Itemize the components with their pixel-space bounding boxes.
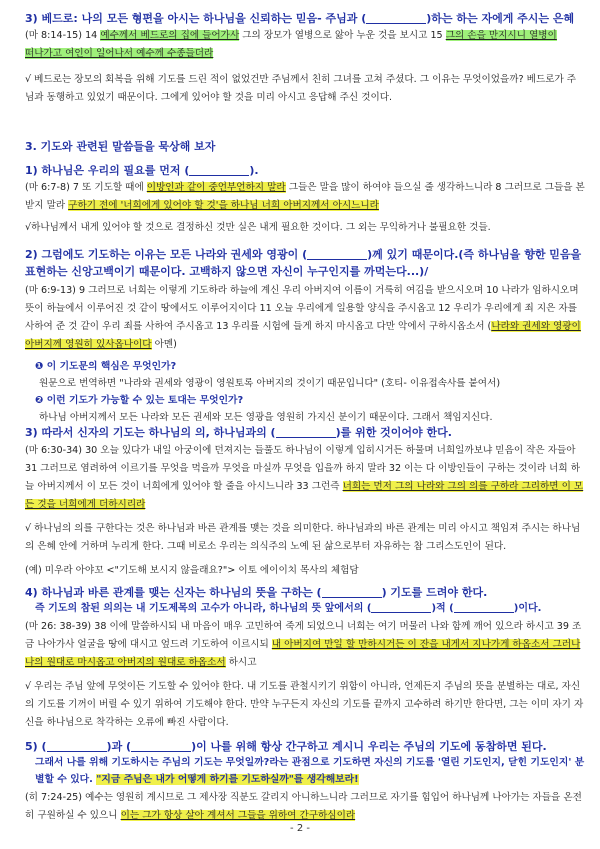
peter-title: 3) 베드로: 나의 모든 형편을 아시는 하나님을 신뢰하는 믿음- 주님과 (	[25, 12, 367, 25]
point-5-verse: (히 7:24-25) 예수는 영원히 계시므로 그 제사장 직분도 갈리지 아니하느니라 그러므로 자기를 힘입어 하나님께 나아가는 자들을 온전히 구원하실 수 있으니 이는 그가 항상 살아 계셔서 그들을 위하여 간구하심이라	[25, 792, 582, 821]
peter-commentary: √ 베드로는 장모의 회복을 위해 기도를 드린 적이 없었건만 주님께서 친히 그녀를 고쳐 주셨다. 그 이유는 무엇이었을까? 베드로가 주님과 동행하고 있었기 때문이다. 그에게 있어야 할 것을 미리 아시고 응답해 주신 것이다.	[25, 74, 577, 103]
peter-blank	[366, 12, 426, 24]
point-2: 2) 그럼에도 기도하는 이유는 모든 나라와 권세와 영광이 ( )께 있기 때문이다.(즉 하나님을 향한 믿음을 표현하는 신앙고백이기 때문이다. 고백하지 않으면 자신이 누구인지를 까먹는다...)/ (마 6:9-13) 9 그러므로 너희는 이렇게 기도하라 하늘에 계신 우리 아버지여 이름이 거룩히 여김을 받으시오며 10 나라가 임하시오며 뜻이 하늘에서 이루어진 것 같이 땅에서도 이루어지이다 11 오늘 우리에게 일용할 양식을 주시옵고 12 우리가 우리에게 죄 지은 자를 사하여 준 것 같이 우리 죄를 사하여 주시옵고 13 우리를 시험에 들게 하지 마시옵고 다만 악에서 구하시옵소서 (나라와 권세와 영광이 아버지께 영원히 있사옵나이다 아멘) ❶ 이 기도문의 핵심은 무엇인가? 원문으로 번역하면 "나라와 권세와 영광이 영원토록 아버지의 것이기 때문입니다" (호티- 이유접속사를 붙여서) ❷ 이런 기도가 가능할 수 있는 토대는 무엇인가? 하나님 아버지께서 모든 나라와 모든 권세와 모든 영광을 영원히 가지신 분이기 때문이다. 그래서 책임지신다.	[25, 246, 585, 426]
page-number: - 2 -	[290, 823, 310, 834]
point-4-commentary: √ 우리는 주님 앞에 무엇이든 기도할 수 있어야 한다. 내 기도를 관철시키기 위함이 아니라, 언제든지 주님의 뜻을 분별하는 대로, 자신의 기도를 기꺼이 버릴 수 있기 위하여 기도해야 한다. 만약 누구든지 자신의 기도를 끝까지 고수하려 하기만 한다면, 그는 이미 자기 자신을 하나님으로 착각하는 오류에 빠진 사람이다.	[25, 681, 584, 728]
point-1-commentary: √하나님께서 내게 있어야 할 것으로 결정하신 것만 실은 내게 필요한 것이다. 그 외는 무익하거나 불필요한 것들.	[25, 222, 491, 233]
point-1: 1) 하나님은 우리의 필요를 먼저 ( ). (마 6:7-8) 7 또 기도할 때에 이방인과 같이 중언부언하지 말라 그들은 말을 많이 하여야 들으실 줄 생각하느니라 8 그러므로 그들을 본받지 말라 구하기 전에 '너희에게 있어야 할 것'을 하나님 너희 아버지께서 아시느니라 √하나님께서 내게 있어야 할 것으로 결정하신 것만 실은 내게 필요한 것이다. 그 외는 무익하거나 불필요한 것들.	[25, 162, 585, 237]
point-1-verse: (마 6:7-8) 7 또 기도할 때에 이방인과 같이 중언부언하지 말라 그들은 말을 많이 하여야 들으실 줄 생각하느니라 8 그러므로 그들을 본받지 말라 구하기 전에 '너희에게 있어야 할 것'을 하나님 너희 아버지께서 아시느니라	[25, 182, 585, 211]
point-4: 4) 하나님과 바른 관계를 맺는 신자는 하나님의 뜻을 구하는 ( ) 기도를 드려야 한다. 즉 기도의 참된 의의는 내 기도제목의 고수가 아니라, 하나님의 뜻 앞에서의 ( )적 ( )이다. (마 26: 38-39) 38 이에 말씀하시되 내 마음이 매우 고민하여 죽게 되었으니 너희는 여기 머물러 나와 함께 깨어 있으라 하시고 39 조금 나아가사 얼굴을 땅에 대시고 엎드려 기도하여 이르시되 내 아버지여 만일 할 만하시거든 이 잔을 내게서 지나가게 하옵소서 그러나 나의 원대로 마시옵고 아버지의 원대로 하옵소서 하시고 √ 우리는 주님 앞에 무엇이든 기도할 수 있어야 한다. 내 기도를 관철시키기 위함이 아니라, 언제든지 주님의 뜻을 분별하는 대로, 자신의 기도를 기꺼이 버릴 수 있기 위하여 기도해야 한다. 만약 누구든지 자신의 기도를 끝까지 고수하려 하기만 한다면, 그는 이미 자기 자신을 하나님으로 착각하는 오류에 빠진 사람이다.	[25, 584, 585, 732]
point-3-commentary: √ 하나님의 의를 구한다는 것은 하나님과 바른 관계를 맺는 것을 의미한다. 하나님과의 바른 관계는 미리 아시고 책임져 주시는 하나님의 은혜 안에 거하며 누리게 한다. 그때 비로소 우리는 의식주의 노예 된 삶으로부터 자유하는 참 그리스도인이 된다.	[25, 523, 581, 552]
point-3: 3) 따라서 신자의 기도는 하나님의 의, 하나님과의 ( )를 위한 것이어야 한다. (마 6:30-34) 30 오늘 있다가 내일 아궁이에 던져지는 들풀도 하나님이 이렇게 입히시거든 하물며 너희일까보냐 믿음이 작은 자들아 31 그러므로 염려하여 이르기를 무엇을 먹을까 무엇을 마실까 무엇을 입을까 하지 말라 32 이는 다 이방인들이 구하는 것이라 너희 하늘 아버지께서 이 모든 것이 너희에게 있어야 할 줄을 아시느니라 33 그런즉 너희는 먼저 그의 나라와 그의 의를 구하라 그리하면 이 모든 것을 너희에게 더하시리라 √ 하나님의 의를 구한다는 것은 하나님과 바른 관계를 맺는 것을 의미한다. 하나님과의 바른 관계는 미리 아시고 책임져 주시는 하나님의 은혜 안에 거하며 누리게 한다. 그때 비로소 우리는 의식주의 노예 된 삶으로부터 자유하는 참 그리스도인이 된다. (예) 미우라 아야꼬 <"기도해 보시지 않을래요?"> 이토 에이이치 목사의 체험담	[25, 424, 585, 580]
point-2-verse: (마 6:9-13) 9 그러므로 너희는 이렇게 기도하라 하늘에 계신 우리 아버지여 이름이 거룩히 여김을 받으시오며 10 나라가 임하시오며 뜻이 하늘에서 이루어진 것 같이 땅에서도 이루어지이다 11 오늘 우리에게 일용할 양식을 주시옵고 12 우리가 우리에게 죄 지은 자를 사하여 준 것 같이 우리 죄를 사하여 주시옵고 13 우리를 시험에 들게 하지 마시옵고 다만 악에서 구하시옵소서 (나라와 권세와 영광이 아버지께 영원히 있사옵나이다 아멘)	[25, 285, 581, 350]
peter-verse: (마 8:14-15) 14 예수께서 베드로의 집에 들어가사 그의 장모가 열병으로 앓아 누운 것을 보시고 15 그의 손을 만지시니 열병이 떠나가고 여인이 일어나서 예수께 수종들더라	[25, 30, 557, 59]
point-3-verse: (마 6:30-34) 30 오늘 있다가 내일 아궁이에 던져지는 들풀도 하나님이 이렇게 입히시거든 하물며 너희일까보냐 믿음이 작은 자들아 31 그러므로 염려하여 이르기를 무엇을 먹을까 무엇을 마실까 무엇을 입을까 하지 말라 32 이는 다 이방인들이 구하는 것이라 너희 하늘 아버지께서 이 모든 것이 너희에게 있어야 할 줄을 아시느니라 33 그런즉 너희는 먼저 그의 나라와 그의 의를 구하라 그리하면 이 모든 것을 너희에게 더하시리라	[25, 445, 584, 510]
point-4-verse: (마 26: 38-39) 38 이에 말씀하시되 내 마음이 매우 고민하여 죽게 되었으니 너희는 여기 머물러 나와 함께 깨어 있으라 하시고 39 조금 나아가사 얼굴을 땅에 대시고 엎드려 기도하여 이르시되 내 아버지여 만일 할 만하시거든 이 잔을 내게서 지나가게 하옵소서 그러나 나의 원대로 마시옵고 아버지의 원대로 하옵소서 하시고	[25, 621, 582, 668]
section-heading: 3. 기도와 관련된 말씀들을 묵상해 보자	[25, 140, 216, 153]
point-2-questions: ❶ 이 기도문의 핵심은 무엇인가? 원문으로 번역하면 "나라와 권세와 영광이 영원토록 아버지의 것이기 때문입니다" (호티- 이유접속사를 붙여서) ❷ 이런 기도가 가능할 수 있는 토대는 무엇인가? 하나님 아버지께서 모든 나라와 모든 권세와 모든 영광을 영원히 가지신 분이기 때문이다. 그래서 책임지신다.	[35, 361, 501, 423]
point-5: 5) ( )과 ( )이 나를 위해 항상 간구하고 계시니 우리는 주님의 기도에 동참하면 된다. 그래서 나를 위해 기도하시는 주님의 기도는 무엇일까?라는 관점으로 기도하면 자신의 기도를 '열린 기도인지, 닫힌 기도인지' 분별할 수 있다. "지금 주님은 내가 어떻게 하기를 기도하실까"를 생각해보라! (히 7:24-25) 예수는 영원히 계시므로 그 제사장 직분도 갈리지 아니하느니라 그러므로 자기를 힘입어 하나님께 나아가는 자들을 온전히 구원하실 수 있으니 이는 그가 항상 살아 계셔서 그들을 위하여 간구하심이라	[25, 738, 585, 825]
point-3-example: (예) 미우라 아야꼬 <"기도해 보시지 않을래요?"> 이토 에이이치 목사의 체험담	[25, 565, 359, 576]
peter-section: 3) 베드로: 나의 모든 형편을 아시는 하나님을 신뢰하는 믿음- 주님과 ( )하는 하는 자에게 주시는 은혜 (마 8:14-15) 14 예수께서 베드로의 집에 들어가사 그의 장모가 열병으로 앓아 누운 것을 보시고 15 그의 손을 만지시니 열병이 떠나가고 여인이 일어나서 예수께 수종들더라 √ 베드로는 장모의 회복을 위해 기도를 드린 적이 없었건만 주님께서 친히 그녀를 고쳐 주셨다. 그 이유는 무엇이었을까? 베드로가 주님과 동행하고 있었기 때문이다. 그에게 있어야 할 것을 미리 아시고 응답해 주신 것이다.	[25, 10, 585, 107]
